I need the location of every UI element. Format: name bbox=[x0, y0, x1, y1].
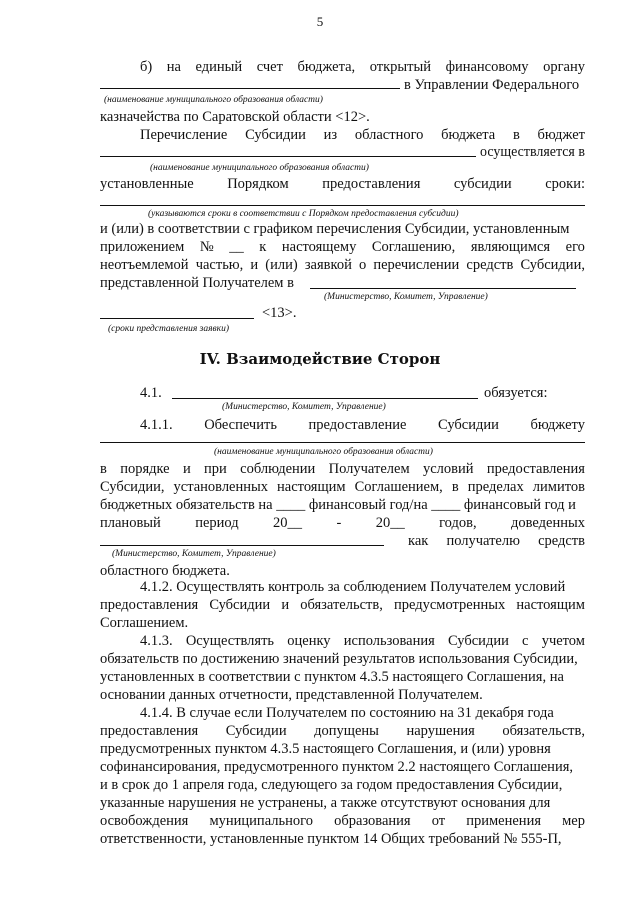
paragraph-line: областного бюджета. bbox=[100, 563, 230, 579]
word: с bbox=[522, 633, 529, 649]
word: оценку bbox=[287, 633, 331, 649]
paragraph-line bbox=[140, 58, 585, 76]
blank-line bbox=[172, 398, 478, 399]
word: в bbox=[451, 479, 459, 495]
word: Субсидии bbox=[438, 417, 499, 433]
word: настоящим bbox=[516, 597, 585, 613]
word: пределах bbox=[467, 479, 524, 495]
word: сроки: bbox=[545, 176, 585, 192]
paragraph-line: казначейства по Саратовской области <12>. bbox=[100, 109, 370, 125]
word: Получателем bbox=[328, 461, 410, 477]
paragraph-line bbox=[140, 416, 585, 434]
paragraph-line bbox=[100, 514, 585, 532]
word: бюджету bbox=[530, 417, 585, 433]
word: средств bbox=[466, 257, 514, 273]
word: Субсидии bbox=[448, 633, 509, 649]
word: к bbox=[259, 239, 267, 255]
word: № bbox=[199, 239, 214, 255]
paragraph-line bbox=[100, 722, 585, 740]
paragraph-line: осуществляется в bbox=[480, 144, 585, 160]
word: лимитов bbox=[532, 479, 585, 495]
paragraph-line: и (или) в соответствии с графиком перечисления Субсидии, установленным bbox=[100, 221, 570, 237]
word: (или) bbox=[265, 257, 298, 273]
word: из bbox=[323, 127, 338, 143]
word: единый bbox=[195, 59, 243, 75]
word: открытый bbox=[369, 59, 432, 75]
paragraph-line bbox=[100, 478, 585, 496]
field-caption: (наименование муниципального образования области) bbox=[104, 95, 323, 105]
word: как bbox=[408, 533, 429, 549]
word: перечислении bbox=[373, 257, 460, 273]
paragraph-line bbox=[100, 460, 585, 478]
paragraph-line bbox=[100, 175, 585, 193]
word: Субсидии bbox=[245, 127, 306, 143]
paragraph-line: софинансирования, предусмотренного пунктом 2.2 настоящего Соглашения, bbox=[100, 759, 573, 775]
word: использования bbox=[343, 633, 435, 649]
paragraph-line: основании данных отчетности, представленной Получателем. bbox=[100, 687, 483, 703]
word: получателю bbox=[446, 533, 520, 549]
word: обязательств, bbox=[300, 597, 383, 613]
word: бюджета bbox=[441, 127, 496, 143]
word: органу bbox=[543, 59, 585, 75]
field-caption: (сроки представления заявки) bbox=[108, 324, 230, 334]
paragraph-line: ответственности, установленные пунктом 14 Общих требований № 555-П, bbox=[100, 831, 562, 847]
word: Субсидии, bbox=[520, 257, 585, 273]
word: и bbox=[281, 597, 290, 613]
paragraph-line bbox=[100, 596, 585, 614]
word: его bbox=[565, 239, 585, 255]
word: предусмотренных bbox=[393, 597, 506, 613]
paragraph-line bbox=[100, 812, 585, 830]
word: нарушения bbox=[406, 723, 475, 739]
page-number: 5 bbox=[316, 14, 324, 29]
word: субсидии bbox=[453, 176, 512, 192]
word: от bbox=[431, 813, 446, 829]
word: заявкой bbox=[304, 257, 352, 273]
word: приложением bbox=[100, 239, 185, 255]
word: неотъемлемой bbox=[100, 257, 189, 273]
word: годов, bbox=[439, 515, 477, 531]
word: б) bbox=[140, 59, 153, 75]
word: частью, bbox=[195, 257, 244, 273]
word: установленных bbox=[173, 479, 268, 495]
word: средств bbox=[538, 533, 585, 549]
word: предоставления bbox=[100, 597, 199, 613]
paragraph-line bbox=[140, 632, 585, 650]
word: на bbox=[166, 59, 181, 75]
blank-line bbox=[100, 545, 384, 546]
blank-line bbox=[310, 288, 576, 289]
paragraph-line bbox=[408, 532, 585, 550]
word: образования bbox=[334, 813, 411, 829]
word: период bbox=[195, 515, 239, 531]
word: Порядком bbox=[227, 176, 289, 192]
word: 4.1.1. bbox=[140, 417, 173, 433]
word: 20__ bbox=[273, 515, 303, 531]
word: Перечисление bbox=[140, 127, 228, 143]
field-caption: (Министерство, Комитет, Управление) bbox=[222, 402, 386, 412]
paragraph-line: 4.1. bbox=[140, 385, 162, 401]
word: Субсидии, bbox=[100, 479, 165, 495]
section-heading: IV. Взаимодействие Сторон bbox=[199, 350, 441, 368]
word: Осуществлять bbox=[185, 633, 275, 649]
paragraph-line: в Управлении Федерального bbox=[404, 77, 580, 93]
blank-line bbox=[100, 318, 254, 319]
word: Субсидии bbox=[225, 723, 287, 739]
field-caption: (наименование муниципального образования области) bbox=[214, 447, 433, 457]
word: при bbox=[204, 461, 227, 477]
blank-line bbox=[100, 156, 476, 157]
paragraph-line: предусмотренных пунктом 4.3.5 настоящего Соглашения, и (или) уровня bbox=[100, 741, 551, 757]
blank-line bbox=[100, 205, 585, 206]
word: являющимся bbox=[470, 239, 551, 255]
word: доведенных bbox=[511, 515, 585, 531]
word: плановый bbox=[100, 515, 161, 531]
word: обязательств, bbox=[502, 723, 585, 739]
blank-line bbox=[100, 88, 400, 89]
word: соблюдении bbox=[240, 461, 316, 477]
paragraph-line: 4.1.4. В случае если Получателем по состоянию на 31 декабря года bbox=[140, 705, 554, 721]
word: бюджета, bbox=[297, 59, 356, 75]
word: порядке bbox=[120, 461, 170, 477]
paragraph-line bbox=[100, 238, 585, 256]
word: настоящему bbox=[281, 239, 357, 255]
word: о bbox=[358, 257, 367, 273]
paragraph-line bbox=[140, 126, 585, 144]
paragraph-line: и в срок до 1 апреля года, следующего за годом предоставления Субсидии, bbox=[100, 777, 563, 793]
paragraph-line: представленной Получателем в bbox=[100, 275, 294, 291]
word: предоставления bbox=[486, 461, 585, 477]
word: в bbox=[100, 461, 107, 477]
word: предоставление bbox=[308, 417, 407, 433]
word: Соглашению, bbox=[371, 239, 456, 255]
word: условий bbox=[422, 461, 474, 477]
word: бюджет bbox=[537, 127, 585, 143]
word: мер bbox=[562, 813, 585, 829]
field-caption: (Министерство, Комитет, Управление) bbox=[112, 549, 276, 559]
field-caption: (Министерство, Комитет, Управление) bbox=[324, 292, 488, 302]
field-caption: (указываются сроки в соответствии с Порядком предоставления субсидии) bbox=[148, 209, 459, 219]
word: установленные bbox=[100, 176, 194, 192]
word: финансовому bbox=[445, 59, 529, 75]
word: областного bbox=[354, 127, 424, 143]
word: муниципального bbox=[209, 813, 313, 829]
word: допущены bbox=[314, 723, 379, 739]
paragraph-line bbox=[100, 256, 585, 274]
word: 4.1.3. bbox=[140, 633, 173, 649]
word: и bbox=[182, 461, 191, 477]
paragraph-line: обязательств по достижению значений результатов использования Субсидии, bbox=[100, 651, 578, 667]
word: учетом bbox=[541, 633, 585, 649]
word: 20__ bbox=[375, 515, 405, 531]
word: предоставления bbox=[322, 176, 421, 192]
field-caption: (наименование муниципального образования области) bbox=[150, 163, 369, 173]
word: настоящим bbox=[277, 479, 346, 495]
word: - bbox=[336, 515, 342, 531]
word: применения bbox=[466, 813, 541, 829]
word: счет bbox=[256, 59, 283, 75]
word: предоставления bbox=[100, 723, 199, 739]
word: __ bbox=[229, 239, 244, 255]
word: Обеспечить bbox=[204, 417, 277, 433]
paragraph-line: бюджетных обязательств на ____ финансовый год/на ____ финансовый год и bbox=[100, 497, 576, 513]
word: и bbox=[250, 257, 259, 273]
paragraph-line: Соглашением. bbox=[100, 615, 189, 631]
paragraph-line: указанные нарушения не устранены, а также отсутствуют основания для bbox=[100, 795, 551, 811]
word: Соглашением, bbox=[354, 479, 443, 495]
blank-line bbox=[100, 442, 585, 443]
paragraph-line: 4.1.2. Осуществлять контроль за соблюдением Получателем условий bbox=[140, 579, 566, 595]
paragraph-line: установленных в соответствии с пунктом 4.3.5 настоящего Соглашения, на bbox=[100, 669, 564, 685]
paragraph-line: <13>. bbox=[262, 305, 297, 321]
word: Субсидии bbox=[209, 597, 271, 613]
word: освобождения bbox=[100, 813, 189, 829]
word: в bbox=[512, 127, 520, 143]
paragraph-line: обязуется: bbox=[484, 385, 548, 401]
